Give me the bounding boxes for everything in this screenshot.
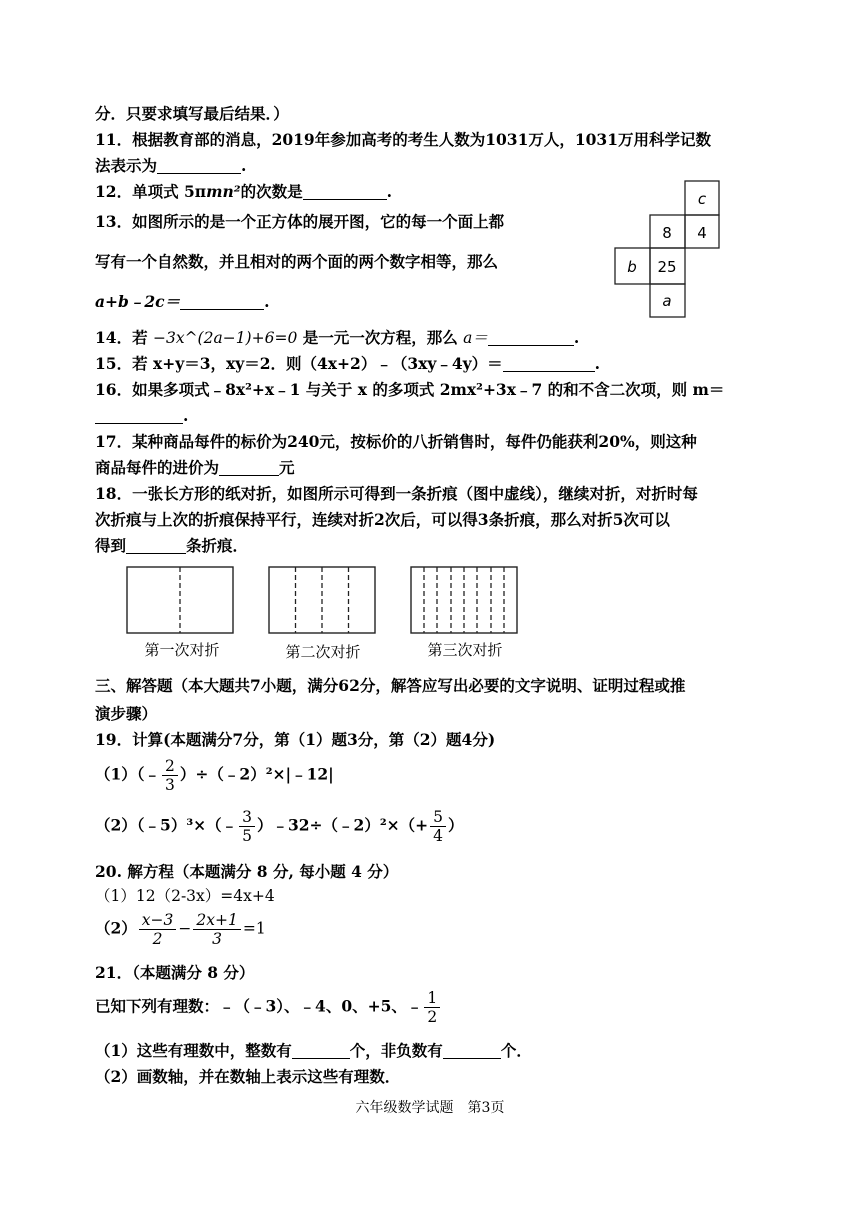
q21-2: （2）画数轴，并在数轴上表示这些有理数． [95, 1067, 401, 1086]
fold-caption-2: 第二次对折 [285, 643, 361, 661]
q17-line2: 商品每件的进价为 元 [95, 458, 295, 477]
q18-line2: 次折痕与上次的折痕保持平行，连续对折2次后，可以得3条折痕，那么对折5次可以 [95, 510, 670, 529]
fraction-2-3: $\frac{2}{3}$ [162, 757, 178, 794]
q11-line2: 法表示为 . [95, 156, 247, 175]
q11-line1: 11．根据教育部的消息，2019年参加高考的考生人数为1031万人，1031万用科学记数 [95, 130, 711, 149]
answer-blank[interactable] [157, 157, 241, 174]
face-8: 8 [662, 224, 672, 242]
fold-caption-1: 第一次对折 [144, 641, 220, 659]
q16-line2: . [95, 405, 188, 427]
q13-line3: a+b﹣2c＝ . [95, 292, 270, 311]
fraction-1-2: $\frac{1}{2}$ [424, 989, 440, 1026]
fraction-2x-1-over-3: $\frac{2x+1}{3}$ [193, 911, 240, 948]
q21-1: （1）这些有理数中，整数有 个，非负数有 个． [95, 1041, 532, 1060]
face-c: c [697, 190, 707, 208]
q13-line1: 13．如图所示的是一个正方体的展开图，它的每一个面上都 [95, 212, 505, 231]
section-3-title-cont: 演步骤） [95, 704, 158, 723]
section-3-title: 三、解答题（本大题共7小题，满分62分，解答应写出必要的文字说明、证明过程或推 [95, 676, 686, 695]
answer-blank[interactable] [292, 1042, 350, 1059]
face-4: 4 [697, 224, 707, 242]
folding-figure [120, 563, 525, 668]
answer-blank[interactable] [488, 329, 574, 346]
q19: 19．计算(本题满分7分，第（1）题3分，第（2）题4分) [95, 730, 496, 749]
answer-blank[interactable] [180, 293, 264, 310]
answer-blank[interactable] [95, 407, 183, 424]
section-continuation: 分．只要求填写最后结果．） [95, 104, 289, 123]
q15: 15．若 x+y＝3，xy＝2．则（4x+2）﹣（3xy﹣4y）＝ . [95, 354, 601, 373]
q17-line1: 17．某种商品每件的标价为240元，按标价的八折销售时，每件仍能获利20%，则这种 [95, 432, 697, 451]
q18-line3: 得到 条折痕． [95, 536, 249, 555]
q14: 14．若 −3x^(2a−1)+6=0 是一元一次方程，那么 a＝ . [95, 328, 580, 347]
equation: −3x^(2a−1)+6=0 [152, 329, 298, 347]
cube-net-figure [612, 178, 722, 320]
fraction-3-5: $\frac{3}{5}$ [239, 808, 255, 845]
fraction-5-4: $\frac{5}{4}$ [430, 808, 446, 845]
q20: 20. 解方程（本题满分 8 分, 每小题 4 分） [95, 862, 399, 881]
answer-blank[interactable] [219, 459, 279, 476]
fold-caption-3: 第三次对折 [427, 641, 503, 659]
face-b: b [627, 258, 637, 276]
face-a: a [662, 292, 672, 310]
q19-1: （1）（﹣ $\frac{2}{3}$ ）÷（﹣2）²×|﹣12| [95, 757, 334, 794]
answer-blank[interactable] [503, 355, 595, 372]
q21-numbers: 已知下列有理数：﹣（﹣3）、﹣4、0、+5、﹣ $\frac{1}{2}$ [95, 989, 442, 1026]
answer-blank[interactable] [126, 537, 186, 554]
q16-line1: 16．如果多项式﹣8x²+x﹣1 与关于 x 的多项式 2mx²+3x﹣7 的和不含二次项，则 m＝ [95, 380, 725, 399]
q21: 21．（本题满分 8 分） [95, 963, 255, 982]
q12: 12．单项式 5πmn²的次数是 . [95, 182, 392, 201]
face-25: 25 [657, 258, 677, 276]
q20-1: （1）12（2-3x）=4x+4 [95, 887, 275, 905]
fraction-x-3-over-2: $\frac{x-3}{2}$ [139, 911, 177, 948]
answer-blank[interactable] [303, 183, 387, 200]
q13-line2: 写有一个自然数，并且相对的两个面的两个数字相等，那么 [95, 252, 499, 271]
page-footer: 六年级数学试题 第3页 [355, 1100, 505, 1116]
q19-2: （2）（﹣5）³×（﹣ $\frac{3}{5}$ ）﹣32÷（﹣2）²×（+ $\frac{5}{4}$ ） [95, 808, 464, 845]
q18-line1: 18．一张长方形的纸对折，如图所示可得到一条折痕（图中虚线），继续对折，对折时每 [95, 484, 698, 503]
q20-2: （2） $\frac{x-3}{2}$ − $\frac{2x+1}{3}$ =1 [95, 911, 266, 948]
answer-blank[interactable] [443, 1042, 501, 1059]
